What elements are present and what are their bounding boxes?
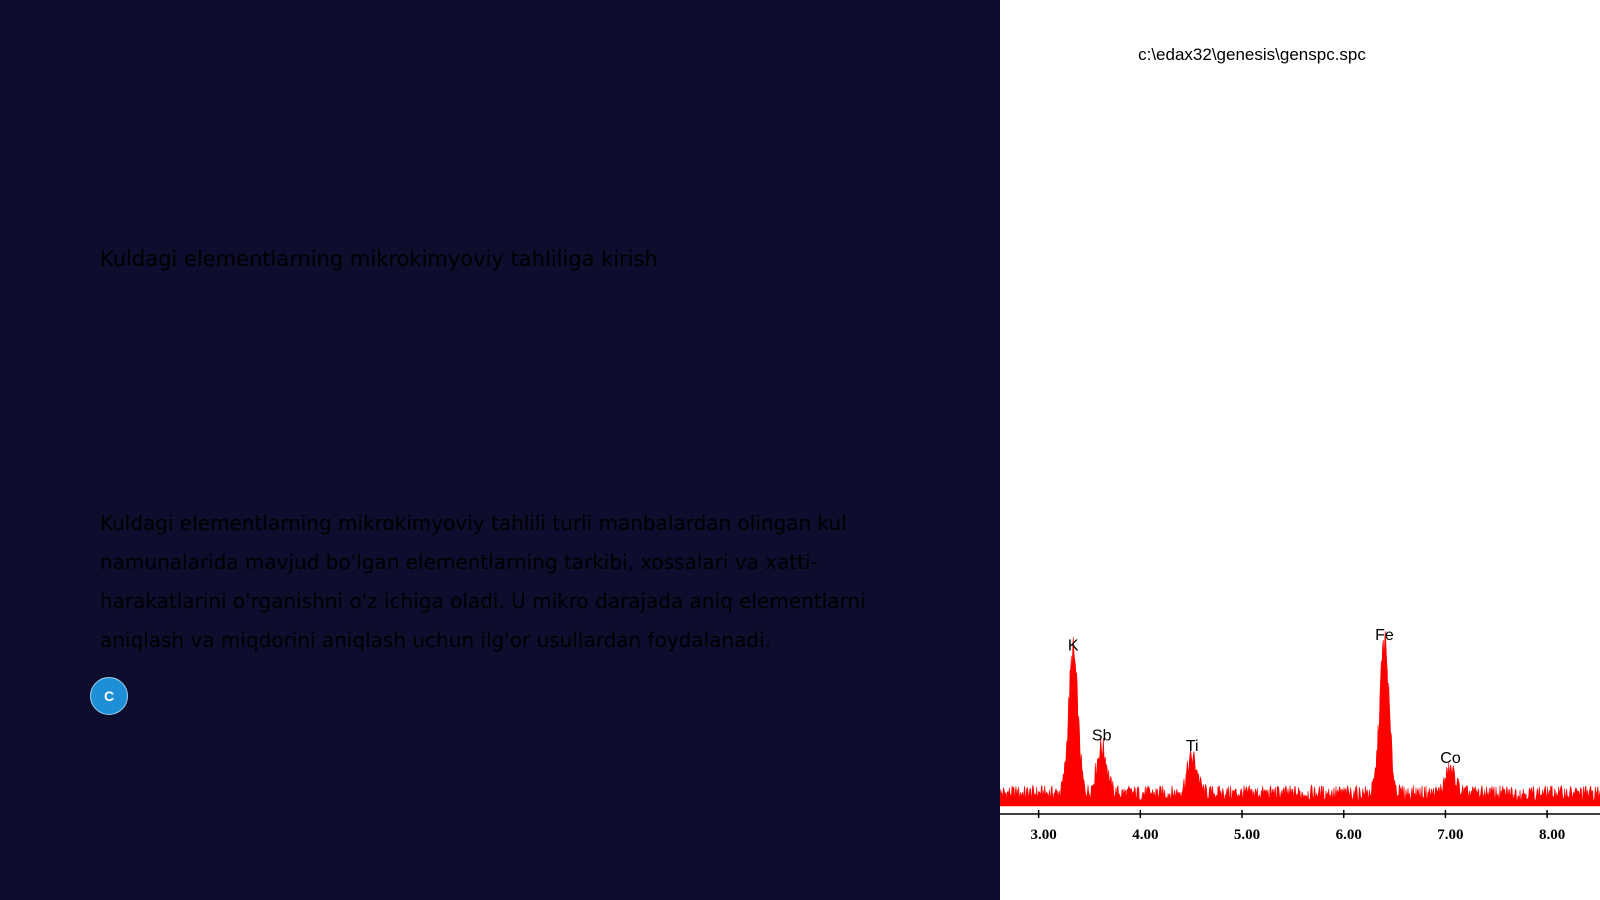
peak-label-ti: Ti — [1185, 737, 1199, 755]
edx-spectrum-chart — [1000, 0, 1600, 900]
peak-label-sb: Sb — [1091, 727, 1112, 745]
chart-title: c:\edax32\genesis\genspc.spc — [1138, 45, 1366, 64]
x-tick-label: 7.00 — [1437, 827, 1464, 843]
peak-label-k: K — [1067, 637, 1079, 655]
edx-spectrum-image — [1000, 0, 1600, 900]
x-tick-label: 4.00 — [1132, 827, 1159, 843]
slide-title: Kuldagi elementlarning mikrokimyoviy tahliliga kirish — [100, 247, 658, 271]
x-tick-label: 8.00 — [1538, 827, 1566, 843]
avatar[interactable]: C — [90, 677, 128, 715]
slide-body-text: Kuldagi elementlarning mikrokimyoviy tahlili turli manbalardan olingan kul namunalarida mavjud bo'lgan elementlarning tarkibi, xossalari va xatti-harakatlarini o'rganishni o'z ichiga oladi. U mikro darajada aniq elementlarni aniqlash va miqdorini aniqlash uchun ilg'or usullardan foydalanadi. — [100, 511, 866, 652]
x-tick-label: 5.00 — [1233, 827, 1261, 843]
x-tick-label: 3.00 — [1030, 827, 1057, 843]
spectrum-area — [1000, 631, 1600, 806]
peak-label-fe: Fe — [1375, 627, 1394, 645]
peak-label-co: Co — [1440, 750, 1461, 768]
x-tick-label: 6.00 — [1335, 827, 1362, 843]
